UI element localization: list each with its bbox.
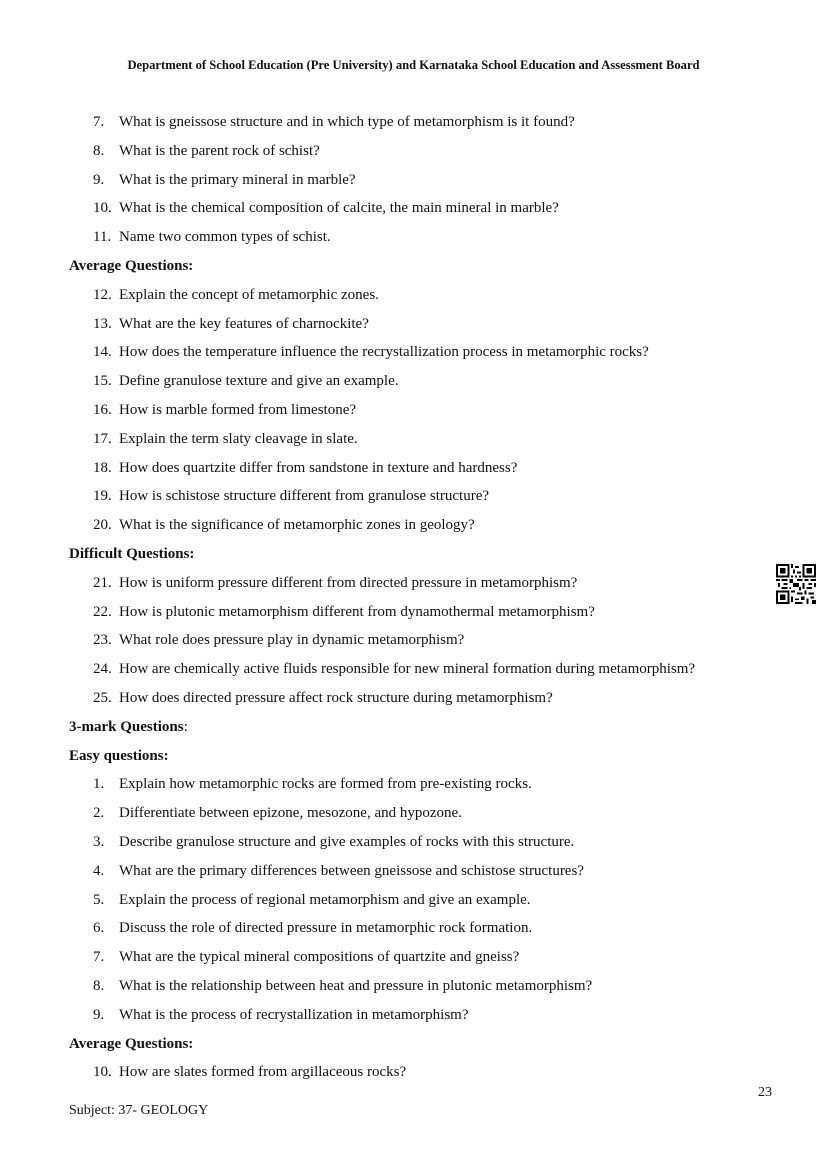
question-item: [69, 194, 769, 223]
question-text: How does the temperature influence the recrystallization process in metamorphic rocks?: [119, 344, 649, 361]
question-text: How is marble formed from limestone?: [119, 401, 357, 418]
question-text: Name two common types of schist.: [119, 229, 331, 246]
question-text: Differentiate between epizone, mesozone, and hypozone.: [119, 805, 462, 822]
question-item: [69, 166, 769, 195]
question-item: [69, 972, 769, 1001]
section-heading-text: Average Questions:: [69, 257, 194, 274]
question-text: How does quartzite differ from sandstone in texture and hardness?: [119, 459, 518, 476]
question-item: [69, 108, 769, 137]
section-heading: [69, 742, 769, 771]
section-heading: [69, 1030, 769, 1059]
question-item: [69, 454, 769, 483]
question-number: 13.: [93, 315, 112, 332]
question-item: [69, 655, 769, 684]
question-number: 18.: [93, 459, 112, 476]
question-item: [69, 684, 769, 713]
section-heading-suffix: :: [183, 718, 188, 735]
question-item: [69, 338, 769, 367]
section-heading-text: Easy questions:: [69, 747, 169, 764]
question-number: 1.: [93, 776, 105, 793]
question-number: 14.: [93, 344, 112, 361]
question-item: [69, 598, 769, 627]
question-text: Explain the concept of metamorphic zones.: [119, 286, 379, 303]
question-text: How is uniform pressure different from directed pressure in metamorphism?: [119, 574, 578, 591]
question-item: [69, 799, 769, 828]
question-number: 8.: [93, 977, 105, 994]
question-item: [69, 1001, 769, 1030]
question-number: 12.: [93, 286, 112, 303]
question-text: What are the primary differences between gneissose and schistose structures?: [119, 862, 584, 879]
question-text: How are chemically active fluids responsible for new mineral formation during metamorphism?: [119, 661, 696, 678]
question-text: What is the primary mineral in marble?: [119, 171, 356, 188]
question-item: [69, 1058, 769, 1087]
section-heading: [69, 252, 769, 281]
question-item: [69, 886, 769, 915]
question-item: [69, 626, 769, 655]
question-text: What is the parent rock of schist?: [119, 142, 320, 159]
question-item: [69, 770, 769, 799]
question-list: [69, 108, 769, 1087]
question-text: What role does pressure play in dynamic metamorphism?: [119, 632, 465, 649]
question-item: [69, 914, 769, 943]
page-header: Department of School Education (Pre University) and Karnataka School Education and Assessment Board: [127, 58, 700, 72]
question-item: [69, 943, 769, 972]
question-item: [69, 482, 769, 511]
question-text: Discuss the role of directed pressure in metamorphic rock formation.: [119, 920, 533, 937]
question-number: 10.: [93, 200, 112, 217]
question-item: [69, 569, 769, 598]
question-number: 2.: [93, 805, 105, 822]
question-item: [69, 828, 769, 857]
question-number: 23.: [93, 632, 112, 649]
qr-code-icon: [776, 564, 816, 604]
question-number: 9.: [93, 171, 105, 188]
subject-footer: Subject: 37- GEOLOGY: [69, 1103, 209, 1118]
question-number: 25.: [93, 689, 112, 706]
question-text: Explain the process of regional metamorphism and give an example.: [119, 891, 531, 908]
section-heading: [69, 713, 769, 742]
question-item: [69, 425, 769, 454]
question-text: What are the key features of charnockite?: [119, 315, 369, 332]
question-number: 16.: [93, 401, 112, 418]
question-number: 9.: [93, 1006, 105, 1023]
question-number: 15.: [93, 373, 112, 390]
question-text: What is the process of recrystallization in metamorphism?: [119, 1006, 469, 1023]
section-heading-text: Average Questions:: [69, 1035, 194, 1052]
question-number: 4.: [93, 862, 105, 879]
question-number: 8.: [93, 142, 105, 159]
question-text: What are the typical mineral compositions of quartzite and gneiss?: [119, 949, 520, 966]
question-text: How does directed pressure affect rock structure during metamorphism?: [119, 689, 553, 706]
question-item: [69, 310, 769, 339]
question-item: [69, 511, 769, 540]
question-text: What is the relationship between heat and pressure in plutonic metamorphism?: [119, 977, 593, 994]
question-text: What is the chemical composition of calcite, the main mineral in marble?: [119, 200, 559, 217]
page-number: 23: [758, 1085, 772, 1100]
question-number: 21.: [93, 574, 112, 591]
question-number: 3.: [93, 833, 105, 850]
question-number: 20.: [93, 517, 112, 534]
question-text: How are slates formed from argillaceous rocks?: [119, 1064, 407, 1081]
question-number: 6.: [93, 920, 105, 937]
question-number: 19.: [93, 488, 112, 505]
section-heading-text: 3-mark Questions: [69, 718, 184, 735]
question-number: 7.: [93, 114, 105, 130]
question-item: [69, 396, 769, 425]
section-heading-text: Difficult Questions:: [69, 545, 195, 562]
question-number: 5.: [93, 891, 105, 908]
question-text: What is gneissose structure and in which type of metamorphism is it found?: [119, 114, 575, 130]
question-text: How is plutonic metamorphism different from dynamothermal metamorphism?: [119, 603, 595, 620]
question-number: 7.: [93, 949, 105, 966]
question-number: 22.: [93, 603, 112, 620]
question-item: [69, 137, 769, 166]
question-number: 10.: [93, 1064, 112, 1081]
question-text: Explain the term slaty cleavage in slate.: [119, 430, 358, 447]
question-item: [69, 367, 769, 396]
question-item: [69, 223, 769, 252]
question-text: Explain how metamorphic rocks are formed from pre-existing rocks.: [119, 776, 532, 793]
question-text: How is schistose structure different from granulose structure?: [119, 488, 490, 505]
question-text: What is the significance of metamorphic zones in geology?: [119, 517, 475, 534]
question-item: [69, 857, 769, 886]
section-heading: [69, 540, 769, 569]
question-number: 17.: [93, 430, 112, 447]
question-text: Describe granulose structure and give examples of rocks with this structure.: [119, 833, 575, 850]
question-text: Define granulose texture and give an example.: [119, 373, 399, 390]
question-number: 24.: [93, 661, 112, 678]
question-item: [69, 281, 769, 310]
question-number: 11.: [93, 229, 112, 246]
